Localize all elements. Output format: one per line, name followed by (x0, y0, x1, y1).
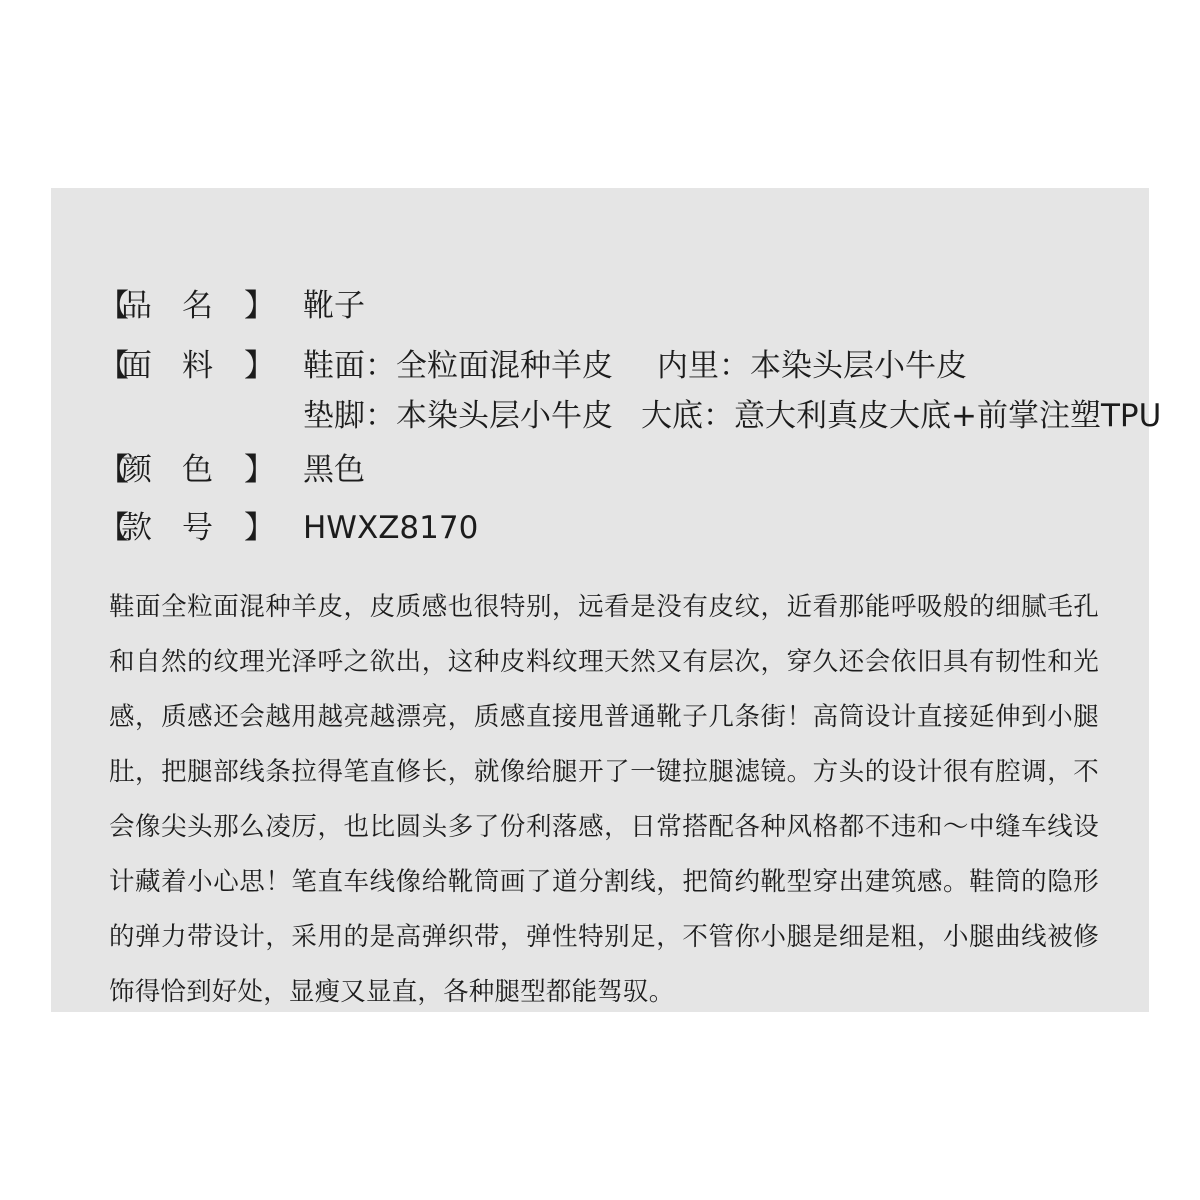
bracket-right: 】 (244, 510, 275, 546)
spec-value-material-line-1 (303, 346, 967, 386)
material-insole: 垫脚：本染头层小牛皮 (303, 398, 613, 434)
spec-value-product-name: 靴子 (303, 288, 365, 324)
spec-key-char-1: 颜 (121, 452, 152, 488)
bracket-right: 】 (244, 452, 275, 488)
spec-value-color: 黑色 (303, 452, 365, 488)
spec-key-char-1: 面 (121, 348, 152, 384)
bracket-left: 【 (98, 288, 129, 324)
bracket-right: 】 (244, 348, 275, 384)
bracket-left: 【 (98, 510, 129, 546)
spec-value-material-line-2 (303, 396, 1161, 436)
spec-key-char-1: 品 (121, 288, 152, 324)
spec-key-char-2: 名 (182, 288, 213, 324)
spec-key-char-2: 料 (182, 348, 213, 384)
bracket-left: 【 (98, 348, 129, 384)
spec-key-char-2: 色 (182, 452, 213, 488)
bracket-right: 】 (244, 288, 275, 324)
spec-value-style-number: HWXZ8170 (303, 510, 479, 546)
product-info-card (51, 188, 1162, 1012)
material-outsole: 大底：意大利真皮大底+前掌注塑TPU (641, 398, 1162, 434)
spec-key-char-2: 号 (182, 510, 213, 546)
product-description: 鞋面全粒面混种羊皮，皮质感也很特别，远看是没有皮纹，近看那能呼吸般的细腻毛孔和自然的纹理光泽呼之欲出，这种皮料纹理天然又有层次，穿久还会依旧具有韧性和光感，质感还会越用越亮越漂亮，质感直接甩普通靴子几条街！高筒设计直接延伸到小腿肚，把腿部线条拉得笔直修长，就像给腿开了一键拉腿滤镜。方头的设计很有腔调，不会像尖头那么凌厉，也比圆头多了份利落感，日常搭配各种风格都不违和～中缝车线设计藏着小心思！笔直车线像给靴筒画了道分割线，把简约靴型穿出建筑感。鞋筒的隐形的弹力带设计，采用的是高弹织带，弹性特别足，不管你小腿是细是粗，小腿曲线被修饰得恰到好处，显瘦又显直，各种腿型都能驾驭。 (109, 592, 1099, 1007)
material-upper: 鞋面：全粒面混种羊皮 (303, 348, 613, 384)
spec-key-char-1: 款 (121, 510, 152, 546)
material-lining: 内里：本染头层小牛皮 (657, 348, 967, 384)
bracket-left: 【 (98, 452, 129, 488)
